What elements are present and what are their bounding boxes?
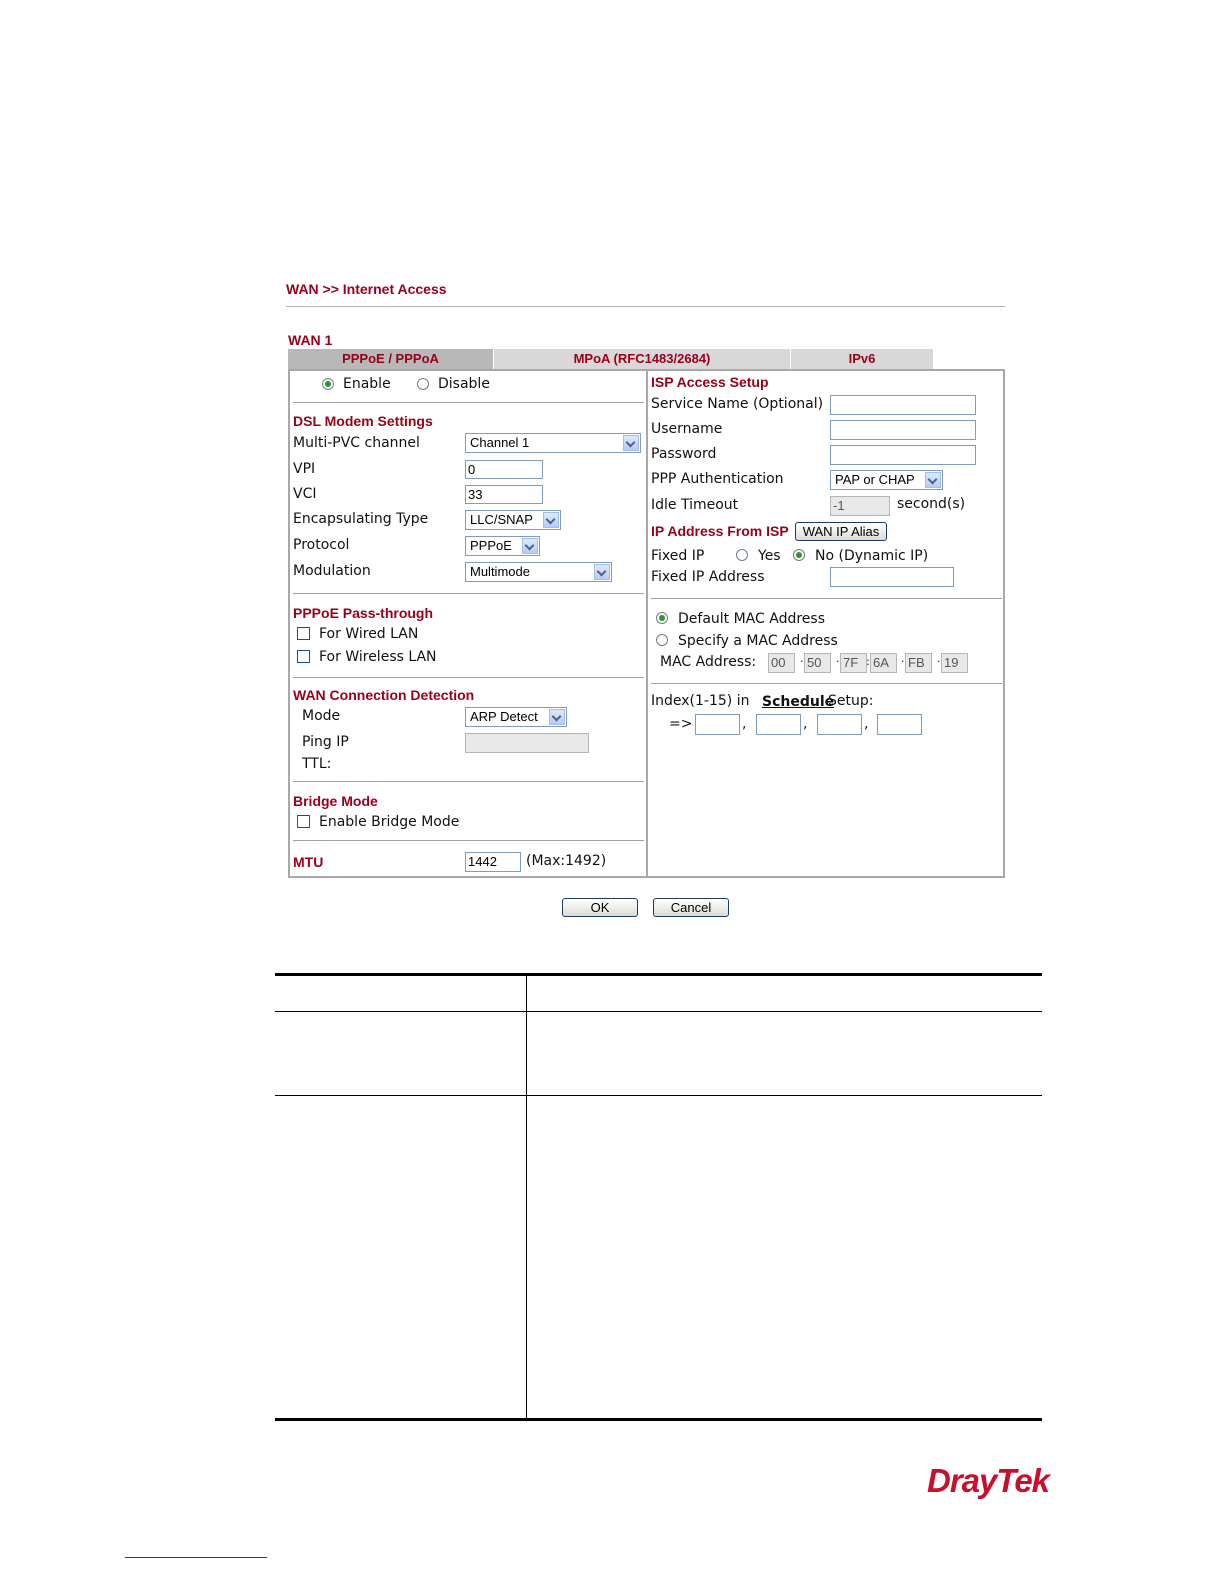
ip-from-isp-title: IP Address From ISP [651,523,789,539]
vci-input[interactable]: 33 [465,485,543,504]
mac-octet-5[interactable]: FB [905,653,932,673]
chevron-down-icon [623,435,639,451]
cancel-button[interactable]: Cancel [653,898,729,917]
mtu-label: MTU [293,854,324,870]
bridge-section-title: Bridge Mode [293,793,378,809]
fixed-ip-no-label: No (Dynamic IP) [815,548,929,564]
default-mac-label: Default MAC Address [678,611,825,627]
mac-octet-1[interactable]: 00 [768,653,795,673]
schedule-suffix: Setup: [828,693,874,709]
passthrough-section-title: PPPoE Pass-through [293,605,434,621]
table-column-rule [526,975,527,1419]
ttl-label: TTL: [302,756,332,772]
divider [293,781,644,782]
idle-timeout-unit: second(s) [897,496,966,512]
mode-label: Mode [302,708,341,724]
specify-mac-radio[interactable] [656,634,668,646]
schedule-index-2[interactable] [756,714,801,735]
divider [293,840,644,841]
enable-label: Enable [343,376,391,392]
modulation-label: Modulation [293,563,371,579]
username-input[interactable] [830,420,976,440]
vci-label: VCI [293,486,317,502]
channel-select[interactable]: Channel 1 [465,433,641,453]
wireless-lan-checkbox[interactable] [297,650,310,663]
enable-radio[interactable] [322,378,334,390]
wan-ip-alias-button[interactable]: WAN IP Alias [795,522,887,541]
mac-octet-2[interactable]: 50 [804,653,831,673]
disable-label: Disable [438,376,490,392]
mac-octet-4[interactable]: 6A [870,653,897,673]
disable-radio[interactable] [417,378,429,390]
vpi-label: VPI [293,461,316,477]
encap-select[interactable]: LLC/SNAP [465,510,561,530]
fixed-ip-address-label: Fixed IP Address [651,569,765,585]
fixed-ip-yes-radio[interactable] [736,549,748,561]
detection-section-title: WAN Connection Detection [293,687,475,703]
ppp-auth-select[interactable]: PAP or CHAP [830,470,943,490]
mac-octet-3[interactable]: 7F [840,653,867,673]
chevron-down-icon [543,512,559,528]
bridge-mode-checkbox[interactable] [297,815,310,828]
fixed-ip-label: Fixed IP [651,548,705,564]
divider [293,593,644,594]
channel-label: Multi-PVC channel [293,435,420,451]
service-name-input[interactable] [830,395,976,415]
idle-timeout-input[interactable]: -1 [830,496,890,516]
tab-ipv6[interactable]: IPv6 [791,349,933,369]
schedule-prefix: Index(1-15) in [651,693,750,709]
ping-ip-input[interactable] [465,733,589,753]
fixed-ip-address-input[interactable] [830,567,954,587]
schedule-link[interactable]: Schedule [762,694,835,710]
table-bottom-rule [275,1418,1042,1421]
ping-ip-label: Ping IP [302,734,349,750]
schedule-index-1[interactable] [695,714,740,735]
draytek-logo: DrayTek [927,1462,1050,1499]
wired-lan-label: For Wired LAN [319,626,419,642]
modulation-select[interactable]: Multimode [465,562,612,582]
panel-column-divider [646,370,648,877]
tab-pppoe-pppoa[interactable]: PPPoE / PPPoA [288,349,493,369]
specify-mac-label: Specify a MAC Address [678,633,838,649]
username-label: Username [651,421,723,437]
divider [651,683,1002,684]
protocol-label: Protocol [293,537,350,553]
chevron-down-icon [594,564,610,580]
chevron-down-icon [549,709,565,725]
wan-title: WAN 1 [288,332,333,348]
wired-lan-checkbox[interactable] [297,627,310,640]
fixed-ip-yes-label: Yes [758,548,781,564]
divider [651,598,1002,599]
mtu-input[interactable]: 1442 [465,852,521,872]
tab-mpoa[interactable]: MPoA (RFC1483/2684) [494,349,790,369]
wireless-lan-label: For Wireless LAN [319,649,437,665]
mode-select[interactable]: ARP Detect [465,707,567,727]
schedule-index-4[interactable] [877,714,922,735]
divider [293,402,644,403]
password-input[interactable] [830,445,976,465]
breadcrumb: WAN >> Internet Access [286,281,447,297]
ok-button[interactable]: OK [562,898,638,917]
chevron-down-icon [522,538,538,554]
mtu-max-label: (Max:1492) [526,853,607,869]
dsl-section-title: DSL Modem Settings [293,413,433,429]
isp-section-title: ISP Access Setup [651,374,769,390]
table-top-rule [275,973,1042,976]
encap-label: Encapsulating Type [293,511,429,527]
password-label: Password [651,446,717,462]
mac-address-label: MAC Address: [660,654,757,670]
mac-octet-6[interactable]: 19 [941,653,968,673]
header-divider [286,306,1005,307]
chevron-down-icon [925,472,941,488]
table-header-rule [275,1011,1042,1012]
table-row-rule [275,1095,1042,1096]
schedule-arrow: => [669,716,693,732]
service-name-label: Service Name (Optional) [651,396,824,412]
default-mac-radio[interactable] [656,612,668,624]
fixed-ip-no-radio[interactable] [793,549,805,561]
footer-rule [125,1557,267,1558]
divider [293,677,644,678]
ppp-auth-label: PPP Authentication [651,471,784,487]
schedule-index-3[interactable] [817,714,862,735]
protocol-select[interactable]: PPPoE [465,536,540,556]
vpi-input[interactable]: 0 [465,460,543,479]
bridge-mode-label: Enable Bridge Mode [319,814,460,830]
idle-timeout-label: Idle Timeout [651,497,739,513]
